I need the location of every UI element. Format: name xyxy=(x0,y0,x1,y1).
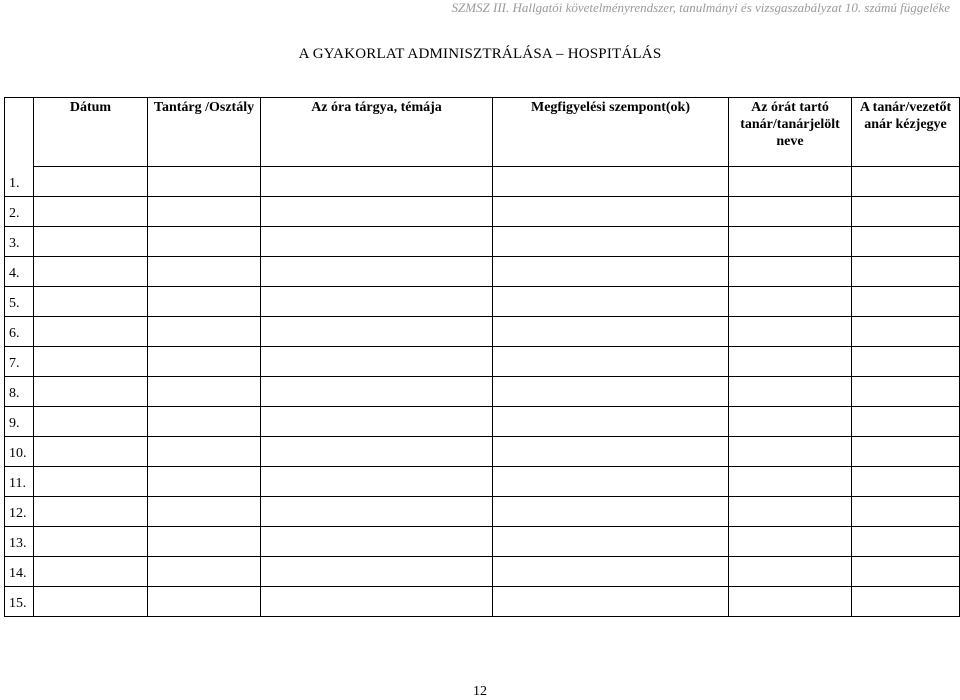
subject-class-cell[interactable] xyxy=(148,527,261,557)
signature-cell[interactable] xyxy=(852,227,960,257)
date-cell[interactable] xyxy=(34,407,148,437)
lesson-topic-cell[interactable] xyxy=(261,497,493,527)
teacher-name-cell[interactable] xyxy=(729,347,852,377)
table-row xyxy=(5,527,960,557)
lesson-topic-cell[interactable] xyxy=(261,467,493,497)
table-row xyxy=(5,287,960,317)
row-number: 3. xyxy=(5,227,34,257)
date-cell[interactable] xyxy=(34,227,148,257)
lesson-topic-cell[interactable] xyxy=(261,407,493,437)
table-row xyxy=(5,467,960,497)
date-cell[interactable] xyxy=(34,257,148,287)
date-cell[interactable] xyxy=(34,437,148,467)
row-number: 14. xyxy=(5,557,34,587)
observation-cell[interactable] xyxy=(493,407,729,437)
observation-cell[interactable] xyxy=(493,227,729,257)
date-cell[interactable] xyxy=(34,587,148,617)
observation-cell[interactable] xyxy=(493,437,729,467)
table-row xyxy=(5,167,960,197)
running-header: SZMSZ III. Hallgatói követelményrendszer, tanulmányi és vizsgaszabályzat 10. számú függeléke xyxy=(451,0,950,15)
subject-class-cell[interactable] xyxy=(148,377,261,407)
lesson-topic-cell[interactable] xyxy=(261,557,493,587)
header-subject-class: Tantárg /Osztály xyxy=(148,98,261,167)
subject-class-cell[interactable] xyxy=(148,257,261,287)
date-cell[interactable] xyxy=(34,377,148,407)
signature-cell[interactable] xyxy=(852,257,960,287)
signature-cell[interactable] xyxy=(852,287,960,317)
header-number xyxy=(5,98,34,167)
lesson-topic-cell[interactable] xyxy=(261,227,493,257)
subject-class-cell[interactable] xyxy=(148,347,261,377)
lesson-topic-cell[interactable] xyxy=(261,347,493,377)
signature-cell[interactable] xyxy=(852,197,960,227)
observation-cell[interactable] xyxy=(493,467,729,497)
observation-cell[interactable] xyxy=(493,167,729,197)
lesson-topic-cell[interactable] xyxy=(261,257,493,287)
teacher-name-cell[interactable] xyxy=(729,167,852,197)
date-cell[interactable] xyxy=(34,197,148,227)
lesson-topic-cell[interactable] xyxy=(261,437,493,467)
row-number: 1. xyxy=(5,167,34,197)
teacher-name-cell[interactable] xyxy=(729,467,852,497)
table-row xyxy=(5,587,960,617)
row-number: 12. xyxy=(5,497,34,527)
signature-cell[interactable] xyxy=(852,167,960,197)
date-cell[interactable] xyxy=(34,467,148,497)
teacher-name-cell[interactable] xyxy=(729,227,852,257)
date-cell[interactable] xyxy=(34,287,148,317)
row-number: 10. xyxy=(5,437,34,467)
table-row xyxy=(5,407,960,437)
lesson-topic-cell[interactable] xyxy=(261,197,493,227)
teacher-name-cell[interactable] xyxy=(729,527,852,557)
observation-cell[interactable] xyxy=(493,347,729,377)
observation-cell[interactable] xyxy=(493,377,729,407)
header-lesson-topic: Az óra tárgya, témája xyxy=(261,98,493,167)
signature-cell[interactable] xyxy=(852,557,960,587)
row-number: 8. xyxy=(5,377,34,407)
observation-cell[interactable] xyxy=(493,527,729,557)
teacher-name-cell[interactable] xyxy=(729,407,852,437)
teacher-name-cell[interactable] xyxy=(729,197,852,227)
row-number: 5. xyxy=(5,287,34,317)
subject-class-cell[interactable] xyxy=(148,407,261,437)
subject-class-cell[interactable] xyxy=(148,467,261,497)
observation-cell[interactable] xyxy=(493,197,729,227)
observation-cell[interactable] xyxy=(493,287,729,317)
subject-class-cell[interactable] xyxy=(148,227,261,257)
row-number: 4. xyxy=(5,257,34,287)
signature-cell[interactable] xyxy=(852,347,960,377)
subject-class-cell[interactable] xyxy=(148,287,261,317)
row-number: 7. xyxy=(5,347,34,377)
observation-cell[interactable] xyxy=(493,587,729,617)
observation-cell[interactable] xyxy=(493,557,729,587)
lesson-topic-cell[interactable] xyxy=(261,317,493,347)
table-row xyxy=(5,437,960,467)
table-row xyxy=(5,197,960,227)
teacher-name-cell[interactable] xyxy=(729,437,852,467)
signature-cell[interactable] xyxy=(852,587,960,617)
observation-cell[interactable] xyxy=(493,257,729,287)
lesson-topic-cell[interactable] xyxy=(261,527,493,557)
table-row xyxy=(5,347,960,377)
table-header-row xyxy=(5,98,960,167)
signature-cell[interactable] xyxy=(852,407,960,437)
page-number: 12 xyxy=(473,684,487,699)
date-cell[interactable] xyxy=(34,347,148,377)
table-row xyxy=(5,257,960,287)
signature-cell[interactable] xyxy=(852,377,960,407)
table-row xyxy=(5,227,960,257)
subject-class-cell[interactable] xyxy=(148,437,261,467)
row-number: 15. xyxy=(5,587,34,617)
header-teacher-name: Az órát tartó tanár/tanárjelölt neve xyxy=(729,98,852,167)
date-cell[interactable] xyxy=(34,167,148,197)
signature-cell[interactable] xyxy=(852,317,960,347)
subject-class-cell[interactable] xyxy=(148,317,261,347)
date-cell[interactable] xyxy=(34,527,148,557)
lesson-topic-cell[interactable] xyxy=(261,287,493,317)
teacher-name-cell[interactable] xyxy=(729,317,852,347)
lesson-topic-cell[interactable] xyxy=(261,377,493,407)
row-number: 11. xyxy=(5,467,34,497)
signature-cell[interactable] xyxy=(852,497,960,527)
table-row xyxy=(5,317,960,347)
subject-class-cell[interactable] xyxy=(148,497,261,527)
signature-cell[interactable] xyxy=(852,467,960,497)
signature-cell[interactable] xyxy=(852,437,960,467)
page-title: A GYAKORLAT ADMINISZTRÁLÁSA – HOSPITÁLÁS xyxy=(298,46,662,62)
table-row xyxy=(5,497,960,527)
hospitalas-table xyxy=(4,97,960,617)
teacher-name-cell[interactable] xyxy=(729,287,852,317)
table-row xyxy=(5,557,960,587)
subject-class-cell[interactable] xyxy=(148,197,261,227)
header-observation-points: Megfigyelési szempont(ok) xyxy=(493,98,729,167)
table-body xyxy=(5,167,960,617)
teacher-name-cell[interactable] xyxy=(729,257,852,287)
signature-cell[interactable] xyxy=(852,527,960,557)
lesson-topic-cell[interactable] xyxy=(261,167,493,197)
teacher-name-cell[interactable] xyxy=(729,557,852,587)
row-number: 2. xyxy=(5,197,34,227)
header-date: Dátum xyxy=(34,98,148,167)
header-teacher-signature: A tanár/vezetőt anár kézjegye xyxy=(852,98,960,167)
teacher-name-cell[interactable] xyxy=(729,497,852,527)
subject-class-cell[interactable] xyxy=(148,557,261,587)
teacher-name-cell[interactable] xyxy=(729,587,852,617)
table-row xyxy=(5,377,960,407)
observation-cell[interactable] xyxy=(493,317,729,347)
subject-class-cell[interactable] xyxy=(148,167,261,197)
date-cell[interactable] xyxy=(34,557,148,587)
lesson-topic-cell[interactable] xyxy=(261,587,493,617)
row-number: 6. xyxy=(5,317,34,347)
date-cell[interactable] xyxy=(34,497,148,527)
teacher-name-cell[interactable] xyxy=(729,377,852,407)
observation-cell[interactable] xyxy=(493,497,729,527)
row-number: 9. xyxy=(5,407,34,437)
subject-class-cell[interactable] xyxy=(148,587,261,617)
date-cell[interactable] xyxy=(34,317,148,347)
row-number: 13. xyxy=(5,527,34,557)
